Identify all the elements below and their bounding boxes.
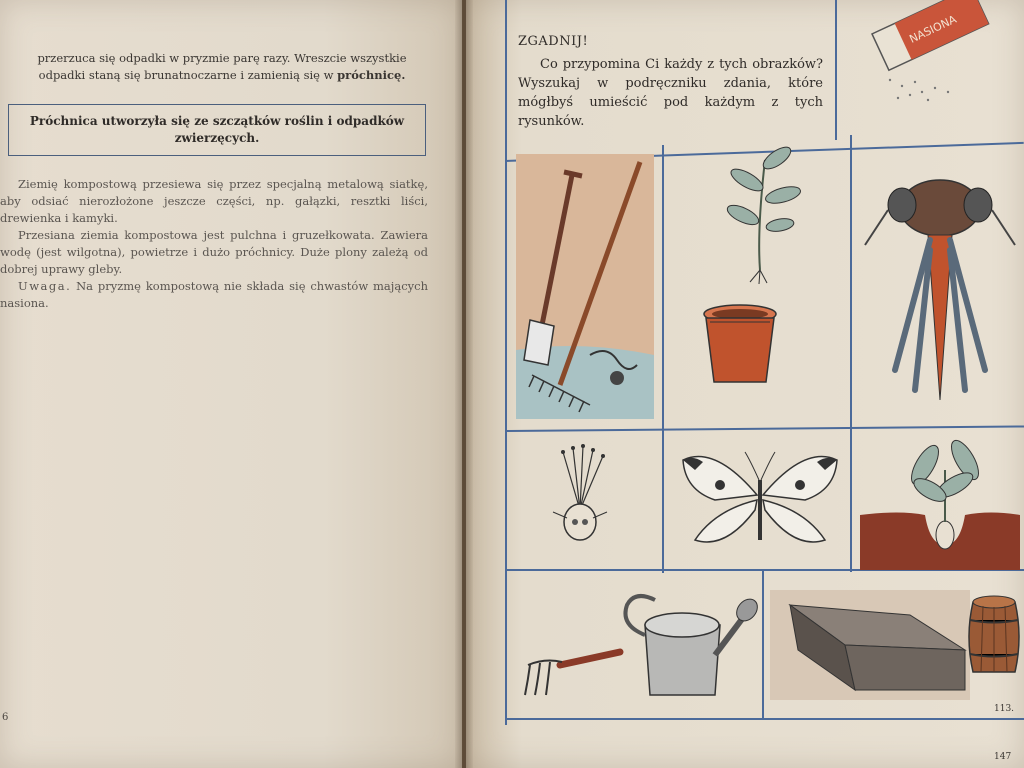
- butterfly-icon: [675, 440, 845, 555]
- intro-line-1: przerzuca się odpadki w pryzmie parę razy. Wreszcie wszystkie: [37, 51, 407, 65]
- note-label: Uwaga.: [18, 279, 72, 293]
- intro-text: [12, 50, 432, 84]
- planter-trough-icon: [770, 590, 970, 700]
- zgadnij-question: Co przypomina Ci każdy z tych obrazków? Wyszukaj w podręczniku zdania, które mógłbyś umieścić pod każdym z tych rysunków.: [518, 57, 823, 129]
- definition-box: [8, 104, 426, 156]
- grid-line-v-top: [835, 0, 837, 140]
- paragraph-1: Ziemię kompostową przesiewa się przez specjalną metalową siatkę, aby odsiać nierozłożone jeszcze części, np. gałązki, resztki liści, drewienka i kamyki.: [0, 177, 428, 225]
- note-paragraph: [0, 278, 428, 312]
- bulb-sprout-icon: [545, 440, 615, 550]
- bottom-page-number: 147: [994, 752, 1012, 762]
- flower-pot-icon: [700, 300, 780, 390]
- left-page: [0, 0, 462, 768]
- planted-seedling-icon: [860, 430, 1020, 570]
- right-page-number: 113.: [994, 704, 1015, 714]
- seed-packet-label: NASIONA: [907, 12, 959, 46]
- grid-line-bottom: [505, 718, 1024, 720]
- body-text: [0, 176, 428, 312]
- beetle-icon: [860, 170, 1020, 415]
- watering-can-icon: [615, 585, 760, 710]
- zgadnij-heading: ZGADNIJ!: [518, 34, 589, 49]
- intro-line-2-start: odpadki staną się brunatnoczarne i zamienią się w: [38, 68, 338, 82]
- grid-line-v3: [762, 569, 764, 719]
- book-gutter: [455, 0, 473, 768]
- definition-text: Próchnica utworzyła się ze szczątków roślin i odpadków zwierzęcych.: [29, 114, 405, 145]
- seedling-icon: [715, 140, 805, 285]
- spade-and-rake-icon: [512, 150, 660, 425]
- grid-line-left: [505, 0, 507, 725]
- paragraph-2: Przesiana ziemia kompostowa jest pulchna i gruzełkowata. Zawiera wodę (jest wilgotna), powietrze i dużo próchnicy. Duże plony zależą od dobrej uprawy gleby.: [0, 228, 428, 276]
- zgadnij-block: [518, 32, 823, 131]
- hand-cultivator-icon: [520, 640, 630, 705]
- grid-line-v1: [662, 145, 664, 573]
- intro-bold-word: próchnicę.: [337, 68, 406, 82]
- intro-line-2: [12, 67, 432, 84]
- seed-packet-icon: [860, 0, 1000, 110]
- grid-line-v2: [850, 135, 852, 572]
- barrel-icon: [965, 592, 1023, 682]
- left-page-number: 6: [2, 712, 9, 723]
- note-text: Na pryzmę kompostową nie składa się chwastów mających nasiona.: [0, 279, 428, 310]
